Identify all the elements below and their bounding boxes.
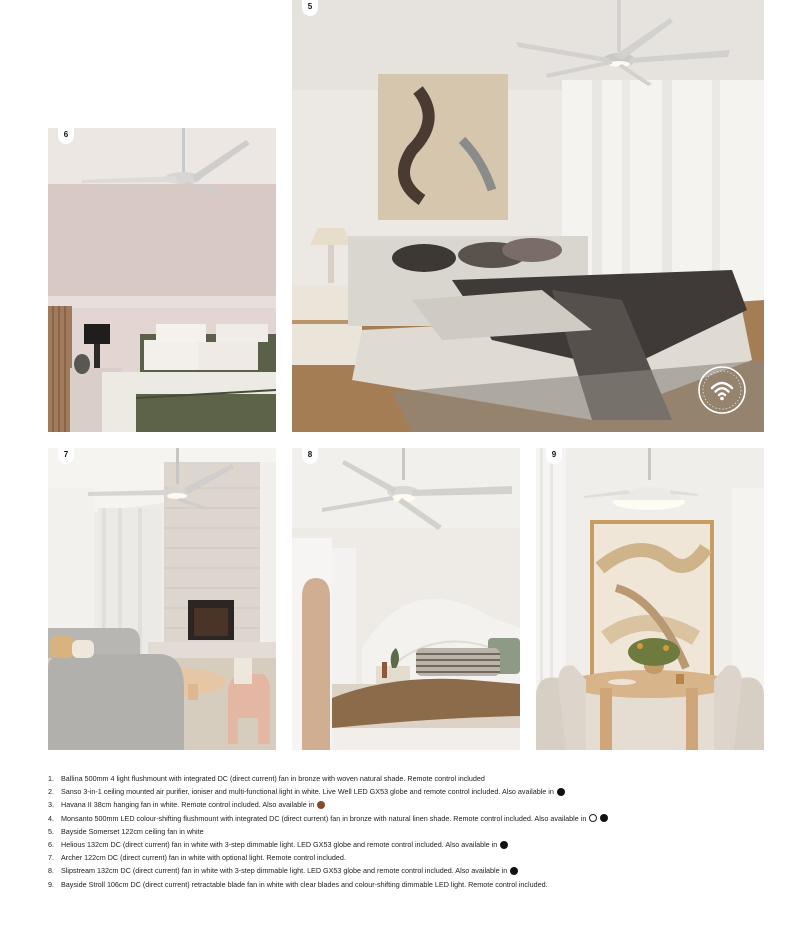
caption-item xyxy=(48,878,768,891)
photo-7-number-badge: 7 xyxy=(58,448,74,464)
caption-text: Ballina 500mm 4 light flushmount with integrated DC (direct current) fan in bronze with woven natural shade. Remote control included xyxy=(61,774,485,783)
photo-9-number-badge: 9 xyxy=(546,448,562,464)
caption-text: Bayside Somerset 122cm ceiling fan in white xyxy=(61,826,204,836)
caption-number: 2. xyxy=(48,787,54,797)
colour-swatch-icon xyxy=(557,788,565,796)
caption-number: 8. xyxy=(48,866,54,876)
caption-text: Havana II 38cm hanging fan in white. Remote control included. Also available in xyxy=(61,800,315,810)
caption-item xyxy=(48,838,768,851)
caption-number: 6. xyxy=(48,840,54,850)
colour-swatch-icon xyxy=(589,814,597,822)
caption-text: Monsanto 500mm LED colour-shifting flushmount with integrated DC (direct current) fan in bronze with natural linen shade. Remote control included. Also available in xyxy=(61,813,587,823)
caption-number: 3. xyxy=(48,800,54,810)
caption-number: 1. xyxy=(48,774,54,783)
photo-8-number-badge: 8 xyxy=(302,448,318,464)
caption-number: 9. xyxy=(48,879,54,889)
caption-item xyxy=(48,785,768,798)
caption-number: 4. xyxy=(48,813,54,823)
caption-item xyxy=(48,851,768,864)
photo-8-bedroom xyxy=(292,448,520,750)
caption-item xyxy=(48,798,768,811)
caption-item xyxy=(48,812,768,825)
caption-text: Archer 122cm DC (direct current) fan in white with optional light. Remote control included. xyxy=(61,853,346,863)
photo-5-bedroom xyxy=(292,0,764,432)
caption-text: Slipstream 132cm DC (direct current) fan in white with 3-step dimmable light. LED GX53 globe and remote control included. Also available in xyxy=(61,866,508,876)
caption-number: 7. xyxy=(48,853,54,863)
colour-swatch-icon xyxy=(500,841,508,849)
product-caption-list xyxy=(48,772,768,891)
photo-5-number-badge: 5 xyxy=(302,0,318,16)
colour-swatch-icon xyxy=(317,801,325,809)
caption-number: 5. xyxy=(48,826,54,836)
caption-text: Sanso 3-in-1 ceiling mounted air purifier, ioniser and multi-functional light in white. Live Well LED GX53 globe and remote control included. Also available in xyxy=(61,787,554,797)
caption-text: Bayside Stroll 106cm DC (direct current) retractable blade fan in white with clear blades and colour-shifting dimmable LED light. Remote control included. xyxy=(61,879,548,889)
caption-text: Helious 132cm DC (direct current) fan in white with 3-step dimmable light. LED GX53 globe and remote control included. Also available in xyxy=(61,840,498,850)
wifi-icon xyxy=(698,366,746,414)
caption-item xyxy=(48,864,768,877)
photo-9-dining-room xyxy=(536,448,764,750)
colour-swatch-icon xyxy=(600,814,608,822)
photo-7-living-room xyxy=(48,448,276,750)
caption-item xyxy=(48,772,768,785)
caption-item xyxy=(48,825,768,838)
colour-swatch-icon xyxy=(510,867,518,875)
photo-6-bedroom xyxy=(48,128,276,432)
photo-6-number-badge: 6 xyxy=(58,128,74,144)
